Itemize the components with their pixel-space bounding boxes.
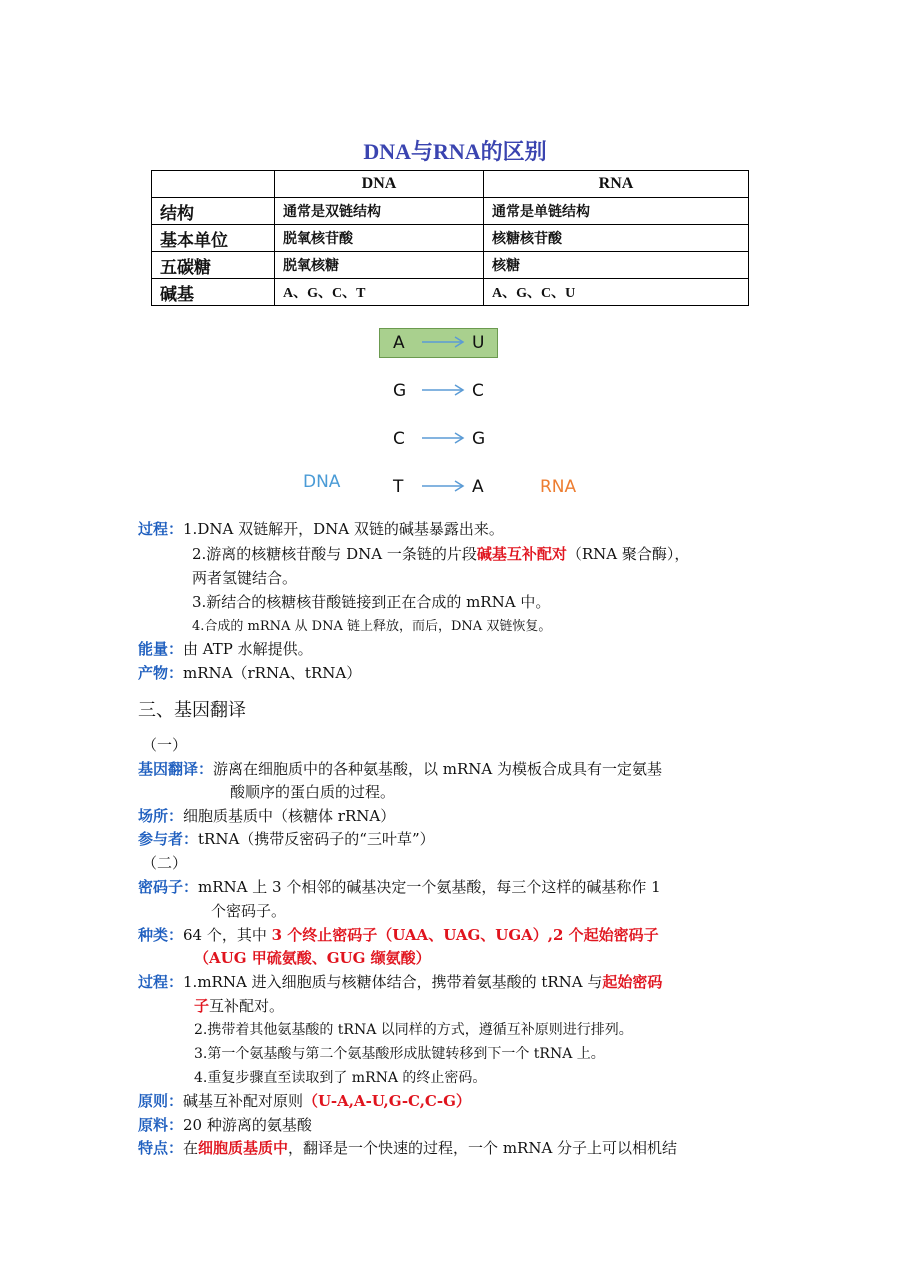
arrow-icon — [420, 430, 466, 446]
page-title: DNA与RNA的区别 — [363, 139, 547, 164]
process-line-3: 3.新结合的核糖核苷酸链接到正在合成的 mRNA 中。 — [192, 593, 551, 611]
table-cell: 脱氧核苷酸 — [275, 225, 484, 252]
pair-from-g: G — [393, 381, 407, 401]
translation-process-line-4: 4.重复步骤直至读取到了 mRNA 的终止密码。 — [194, 1070, 487, 1086]
row-label: 基本单位 — [152, 225, 275, 252]
process-line-4: 4.合成的 mRNA 从 DNA 链上释放，而后，DNA 双链恢复。 — [192, 619, 552, 634]
process-line-2b: 两者氢键结合。 — [192, 569, 298, 587]
translation-process-line-2: 2.携带着其他氨基酸的 tRNA 以同样的方式，遵循互补原则进行排列。 — [194, 1022, 633, 1038]
product-line: 产物：mRNA（rRNA、tRNA） — [138, 664, 362, 682]
part-one: （一） — [142, 736, 188, 754]
arrow-icon — [420, 382, 466, 398]
table-cell: 脱氧核糖 — [275, 252, 484, 279]
pair-to-g: G — [472, 429, 486, 449]
translation-process-line-3: 3.第一个氨基酸与第二个氨基酸形成肽键转移到下一个 tRNA 上。 — [194, 1046, 605, 1062]
rule-line: 原则：碱基互补配对原则（U-A,A-U,G-C,C-G） — [138, 1092, 471, 1110]
rna-label: RNA — [540, 477, 577, 497]
material-line: 原料：20 种游离的氨基酸 — [138, 1116, 312, 1134]
participant-line: 参与者：tRNA（携带反密码子的“三叶草”） — [138, 830, 435, 848]
section-title: 三、基因翻译 — [138, 700, 246, 721]
table-row — [152, 225, 749, 252]
place-line: 场所：细胞质基质中（核糖体 rRNA） — [138, 807, 396, 825]
definition-line: 基因翻译：游离在细胞质中的各种氨基酸，以 mRNA 为模板合成具有一定氨基 — [138, 760, 663, 778]
table-cell: A、G、C、U — [484, 279, 749, 306]
pair-from-a: A — [393, 333, 405, 353]
row-label: 结构 — [152, 198, 275, 225]
table-row — [152, 198, 749, 225]
table-row — [152, 279, 749, 306]
row-label: 五碳糖 — [152, 252, 275, 279]
part-two: （二） — [142, 854, 188, 872]
process-line-2: 2.游离的核糖核苷酸与 DNA 一条链的片段碱基互补配对（RNA 聚合酶）， — [192, 545, 690, 563]
table-cell: 核糖 — [484, 252, 749, 279]
table-cell: 通常是双链结构 — [275, 198, 484, 225]
translation-process-line-1: 过程：1.mRNA 进入细胞质与核糖体结合，携带着氨基酸的 tRNA 与起始密码 — [138, 973, 663, 991]
pair-from-t: T — [393, 477, 404, 497]
row-label: 碱基 — [152, 279, 275, 306]
table-cell: A、G、C、T — [275, 279, 484, 306]
pair-to-a: A — [472, 477, 484, 497]
table-cell: 核糖核苷酸 — [484, 225, 749, 252]
table-header-rna: RNA — [484, 171, 749, 198]
translation-process-line-1b: 子互补配对。 — [194, 997, 285, 1015]
kind-line-2: （AUG 甲硫氨酸、GUG 缬氨酸） — [194, 949, 431, 967]
kind-line: 种类：64 个，其中 3 个终止密码子（UAA、UAG、UGA）,2 个起始密码子 — [138, 926, 659, 944]
codon-line-2: 个密码子。 — [211, 902, 287, 920]
arrow-icon — [420, 334, 466, 350]
table-row — [152, 252, 749, 279]
pair-to-u: U — [472, 333, 485, 353]
table-cell: 通常是单链结构 — [484, 198, 749, 225]
definition-line-2: 酸顺序的蛋白质的过程。 — [230, 783, 396, 801]
pair-from-c: C — [393, 429, 405, 449]
comparison-table — [151, 170, 749, 306]
table-corner-cell — [152, 171, 275, 198]
codon-line: 密码子：mRNA 上 3 个相邻的碱基决定一个氨基酸，每三个这样的碱基称作 1 — [138, 878, 661, 896]
process-line-1: 过程：1.DNA 双链解开，DNA 双链的碱基暴露出来。 — [138, 520, 504, 538]
pair-to-c: C — [472, 381, 484, 401]
arrow-icon — [420, 478, 466, 494]
feature-line: 特点：在细胞质基质中，翻译是一个快速的过程，一个 mRNA 分子上可以相机结 — [138, 1139, 678, 1157]
energy-line: 能量：由 ATP 水解提供。 — [138, 640, 313, 658]
table-header-row — [152, 171, 749, 198]
dna-label: DNA — [303, 472, 341, 492]
table-header-dna: DNA — [275, 171, 484, 198]
